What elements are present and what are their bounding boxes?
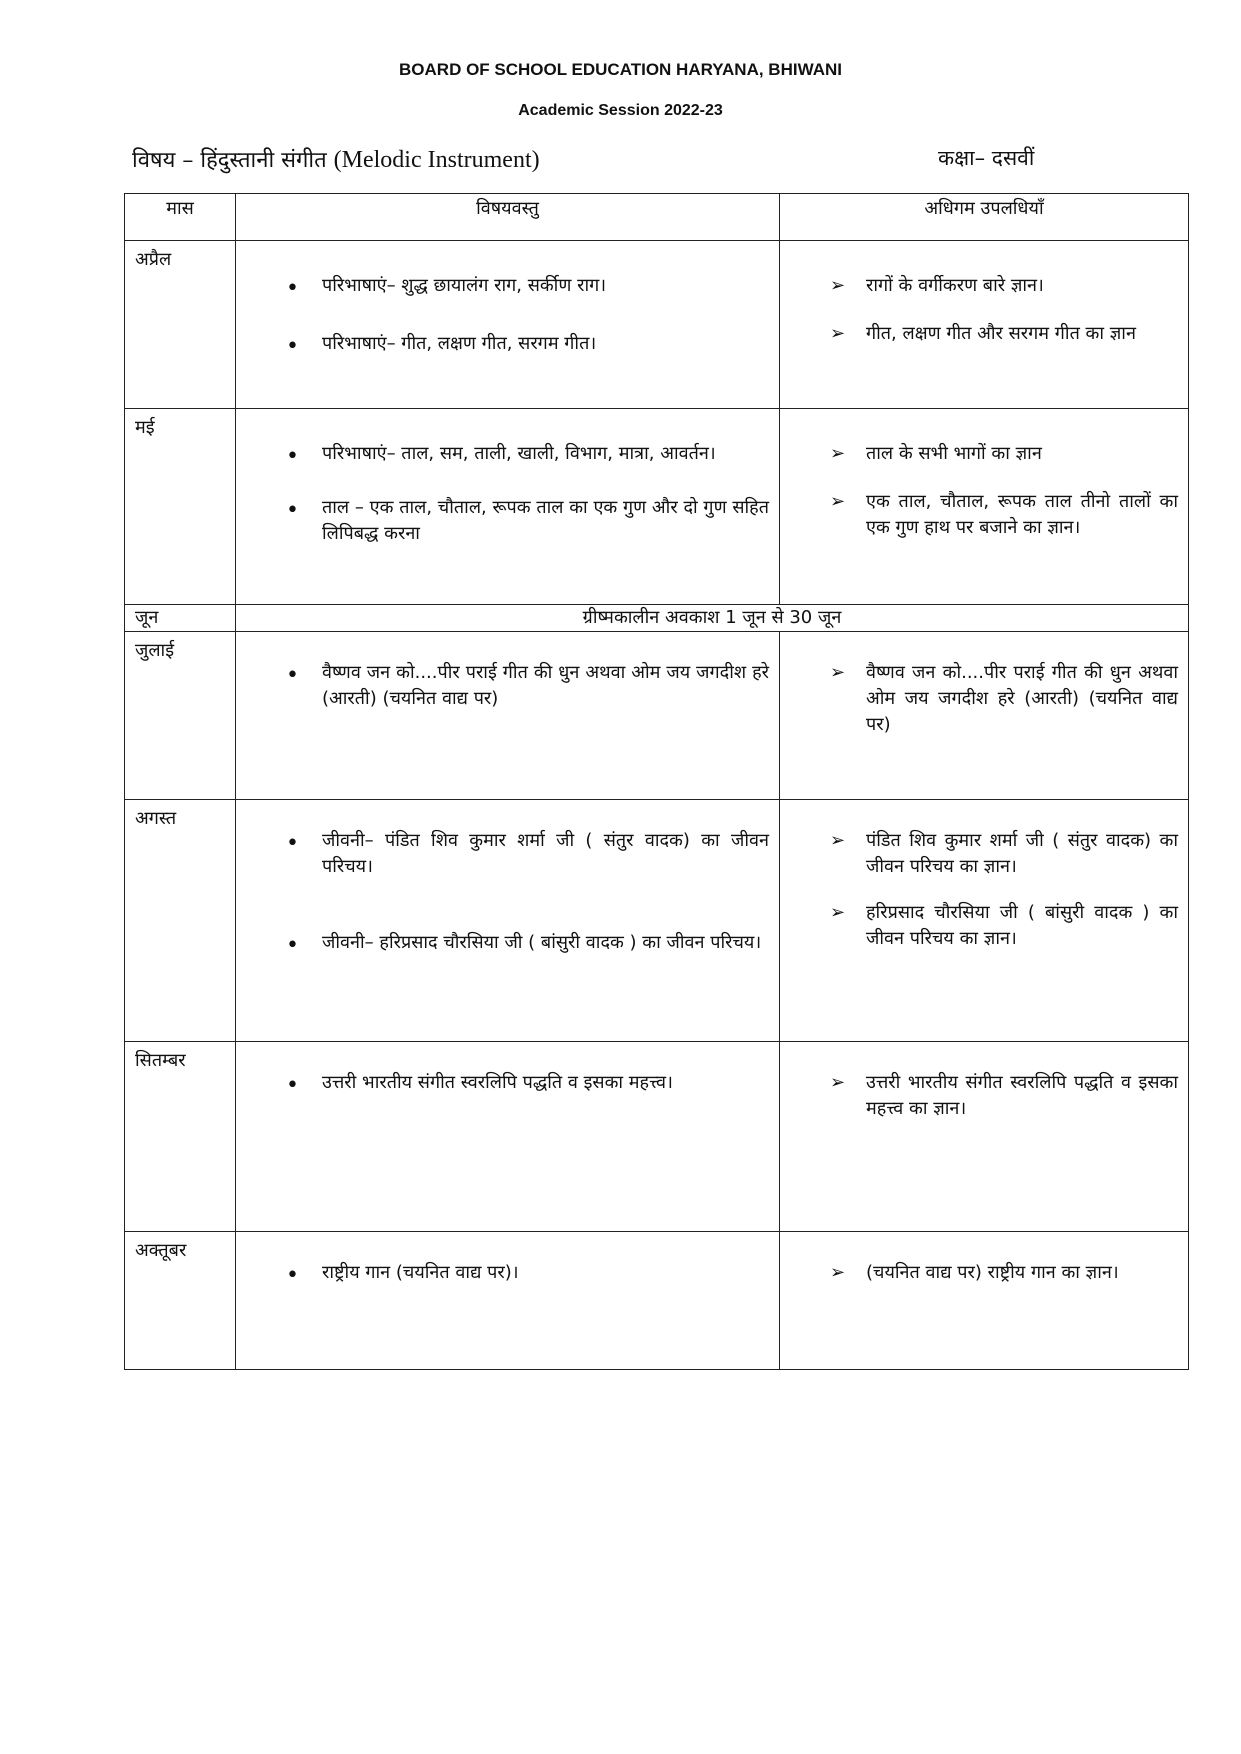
- subject-hindi: विषय – हिंदुस्तानी संगीत: [132, 148, 334, 173]
- topics-cell: [236, 1232, 780, 1370]
- month-cell: अक्तूबर: [125, 1232, 236, 1370]
- class-label: कक्षा– दसवीं: [938, 146, 1035, 170]
- table-row: [125, 800, 1189, 1042]
- month-cell: सितम्बर: [125, 1042, 236, 1232]
- topic-item: • ताल – एक ताल, चौताल, रूपक ताल का एक गुण और दो गुण सहित लिपिबद्ध करना: [236, 495, 779, 547]
- header-outcomes: अधिगम उपलधियाँ: [780, 194, 1189, 241]
- vacation-cell: ग्रीष्मकालीन अवकाश 1 जून से 30 जून: [236, 605, 1189, 632]
- subject-english: (Melodic Instrument): [333, 147, 540, 173]
- topics-cell: [236, 800, 780, 1042]
- table-row: [125, 241, 1189, 409]
- outcome-item: ➢ (चयनित वाद्य पर) राष्ट्रीय गान का ज्ञान।: [780, 1260, 1188, 1286]
- header-month: मास: [125, 194, 236, 241]
- month-cell: जून: [125, 605, 236, 632]
- outcomes-cell: [780, 800, 1189, 1042]
- outcome-item: ➢ उत्तरी भारतीय संगीत स्वरलिपि पद्धति व इसका महत्त्व का ज्ञान।: [780, 1070, 1188, 1122]
- syllabus-table: [124, 193, 1189, 1370]
- topic-item: • जीवनी– पंडित शिव कुमार शर्मा जी ( संतुर वादक) का जीवन परिचय।: [236, 828, 779, 880]
- topic-item: • उत्तरी भारतीय संगीत स्वरलिपि पद्धति व इसका महत्त्व।: [236, 1070, 779, 1096]
- topics-cell: [236, 632, 780, 800]
- topic-item: • राष्ट्रीय गान (चयनित वाद्य पर)।: [236, 1260, 779, 1286]
- outcome-item: ➢ रागों के वर्गीकरण बारे ज्ञान।: [780, 273, 1188, 299]
- outcome-item: ➢ ताल के सभी भागों का ज्ञान: [780, 441, 1188, 467]
- month-cell: मई: [125, 409, 236, 605]
- table-header-row: [125, 194, 1189, 241]
- header-content: विषयवस्तु: [236, 194, 780, 241]
- topics-cell: [236, 241, 780, 409]
- outcomes-cell: [780, 409, 1189, 605]
- outcomes-cell: [780, 1042, 1189, 1232]
- outcome-item: ➢ हरिप्रसाद चौरसिया जी ( बांसुरी वादक ) का जीवन परिचय का ज्ञान।: [780, 900, 1188, 952]
- outcome-item: ➢ वैष्णव जन को....पीर पराई गीत की धुन अथवा ओम जय जगदीश हरे (आरती) (चयनित वाद्य पर): [780, 660, 1188, 738]
- month-cell: जुलाई: [125, 632, 236, 800]
- outcome-item: ➢ एक ताल, चौताल, रूपक ताल तीनो तालों का एक गुण हाथ पर बजाने का ज्ञान।: [780, 489, 1188, 541]
- topics-cell: [236, 409, 780, 605]
- topic-item: • परिभाषाएं– गीत, लक्षण गीत, सरगम गीत।: [236, 331, 779, 357]
- topics-cell: [236, 1042, 780, 1232]
- month-cell: अगस्त: [125, 800, 236, 1042]
- outcomes-cell: [780, 1232, 1189, 1370]
- topic-item: • परिभाषाएं– ताल, सम, ताली, खाली, विभाग, मात्रा, आवर्तन।: [236, 441, 779, 467]
- board-title: BOARD OF SCHOOL EDUCATION HARYANA, BHIWANI: [399, 60, 842, 79]
- vacation-row: [125, 605, 1189, 632]
- table-row: [125, 632, 1189, 800]
- table-row: [125, 1232, 1189, 1370]
- outcome-item: ➢ पंडित शिव कुमार शर्मा जी ( संतुर वादक) का जीवन परिचय का ज्ञान।: [780, 828, 1188, 880]
- topic-item: • जीवनी– हरिप्रसाद चौरसिया जी ( बांसुरी वादक ) का जीवन परिचय।: [236, 930, 779, 956]
- outcomes-cell: [780, 632, 1189, 800]
- session-title: Academic Session 2022-23: [518, 102, 723, 119]
- table-row: [125, 1042, 1189, 1232]
- outcome-item: ➢ गीत, लक्षण गीत और सरगम गीत का ज्ञान: [780, 321, 1188, 347]
- topic-item: • परिभाषाएं– शुद्ध छायालंग राग, सर्कीण राग।: [236, 273, 779, 299]
- table-row: [125, 409, 1189, 605]
- month-cell: अप्रैल: [125, 241, 236, 409]
- subject-line: [132, 144, 540, 174]
- outcomes-cell: [780, 241, 1189, 409]
- topic-item: • वैष्णव जन को....पीर पराई गीत की धुन अथवा ओम जय जगदीश हरे (आरती) (चयनित वाद्य पर): [236, 660, 779, 712]
